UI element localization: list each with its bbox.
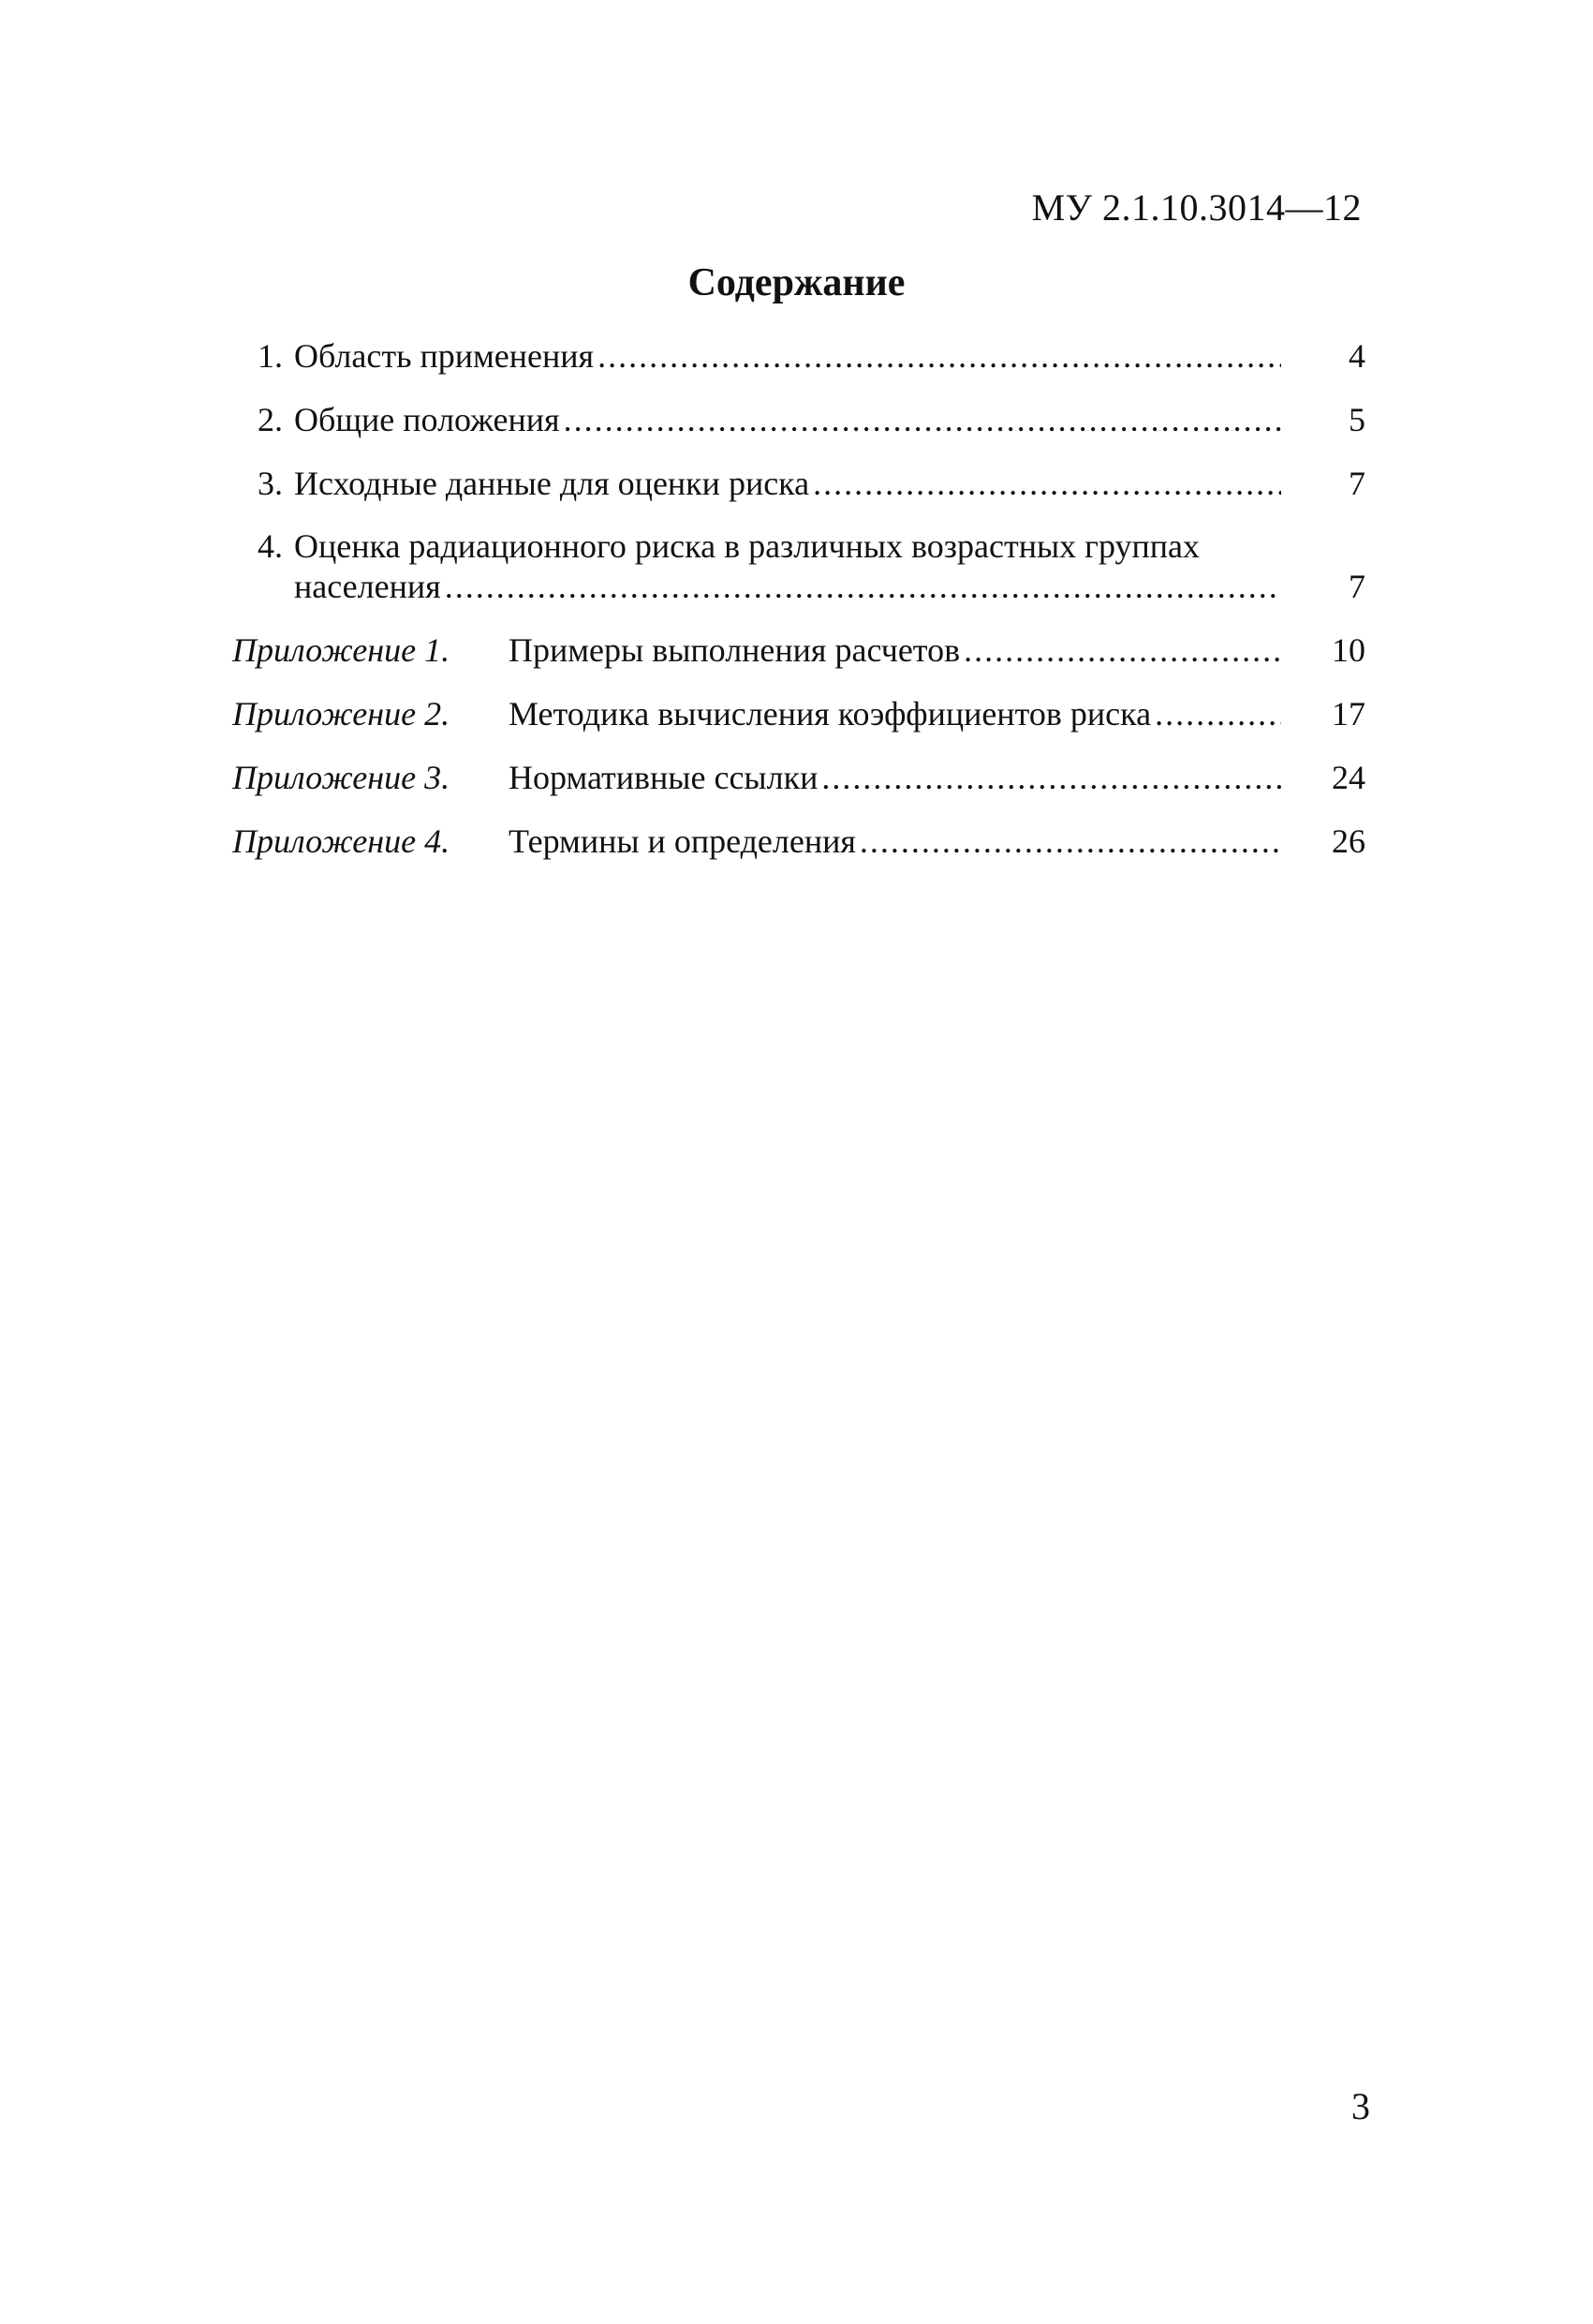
- leader-dots: [860, 821, 1281, 862]
- toc-item-title: Исходные данные для оценки риска: [294, 465, 810, 502]
- appendix-label: Приложение 2.: [232, 695, 450, 733]
- page-title: Содержание: [687, 261, 906, 304]
- toc-item-title: Общие положения: [294, 401, 560, 438]
- appendix-page: 26: [1332, 822, 1365, 860]
- toc-appendix-4[interactable]: [232, 821, 1365, 862]
- appendix-title: Термины и определения: [509, 822, 856, 860]
- appendix-page: 10: [1332, 631, 1365, 669]
- table-of-contents: [232, 335, 1365, 884]
- appendix-page: 24: [1332, 759, 1365, 796]
- appendix-page: 17: [1332, 695, 1365, 733]
- toc-item-title: Область применения: [294, 337, 595, 375]
- leader-dots: [1155, 693, 1281, 734]
- toc-item-page: 7: [1349, 568, 1365, 605]
- toc-item-2[interactable]: [232, 399, 1365, 440]
- appendix-label: Приложение 4.: [232, 822, 450, 860]
- toc-item-title-line1: Оценка радиационного риска в различных возрастных группах: [294, 527, 1200, 565]
- page-number: 3: [1351, 2085, 1370, 2127]
- toc-item-number: 2.: [258, 401, 283, 438]
- toc-item-3[interactable]: [232, 463, 1365, 504]
- toc-item-number: 1.: [258, 337, 283, 375]
- appendix-title: Примеры выполнения расчетов: [509, 631, 961, 669]
- leader-dots: [821, 757, 1281, 798]
- toc-item-title-line2: населения: [294, 568, 441, 605]
- document-code: МУ 2.1.10.3014—12: [1031, 186, 1362, 229]
- toc-item-number: 3.: [258, 465, 283, 502]
- appendix-label: Приложение 1.: [232, 631, 450, 669]
- toc-item-page: 5: [1349, 401, 1365, 438]
- toc-item-1[interactable]: [232, 335, 1365, 377]
- appendix-label: Приложение 3.: [232, 759, 450, 796]
- appendix-title: Нормативные ссылки: [509, 759, 819, 796]
- leader-dots: [445, 566, 1281, 607]
- toc-item-4[interactable]: [232, 526, 1365, 607]
- toc-item-page: 4: [1349, 337, 1365, 375]
- leader-dots: [813, 463, 1281, 504]
- leader-dots: [964, 629, 1281, 671]
- leader-dots: [564, 399, 1281, 440]
- toc-appendix-3[interactable]: [232, 757, 1365, 798]
- toc-appendix-1[interactable]: [232, 629, 1365, 671]
- toc-item-number: 4.: [258, 527, 283, 565]
- toc-item-page: 7: [1349, 465, 1365, 502]
- toc-appendix-2[interactable]: [232, 693, 1365, 734]
- leader-dots: [597, 335, 1281, 377]
- appendix-title: Методика вычисления коэффициентов риска: [509, 695, 1152, 733]
